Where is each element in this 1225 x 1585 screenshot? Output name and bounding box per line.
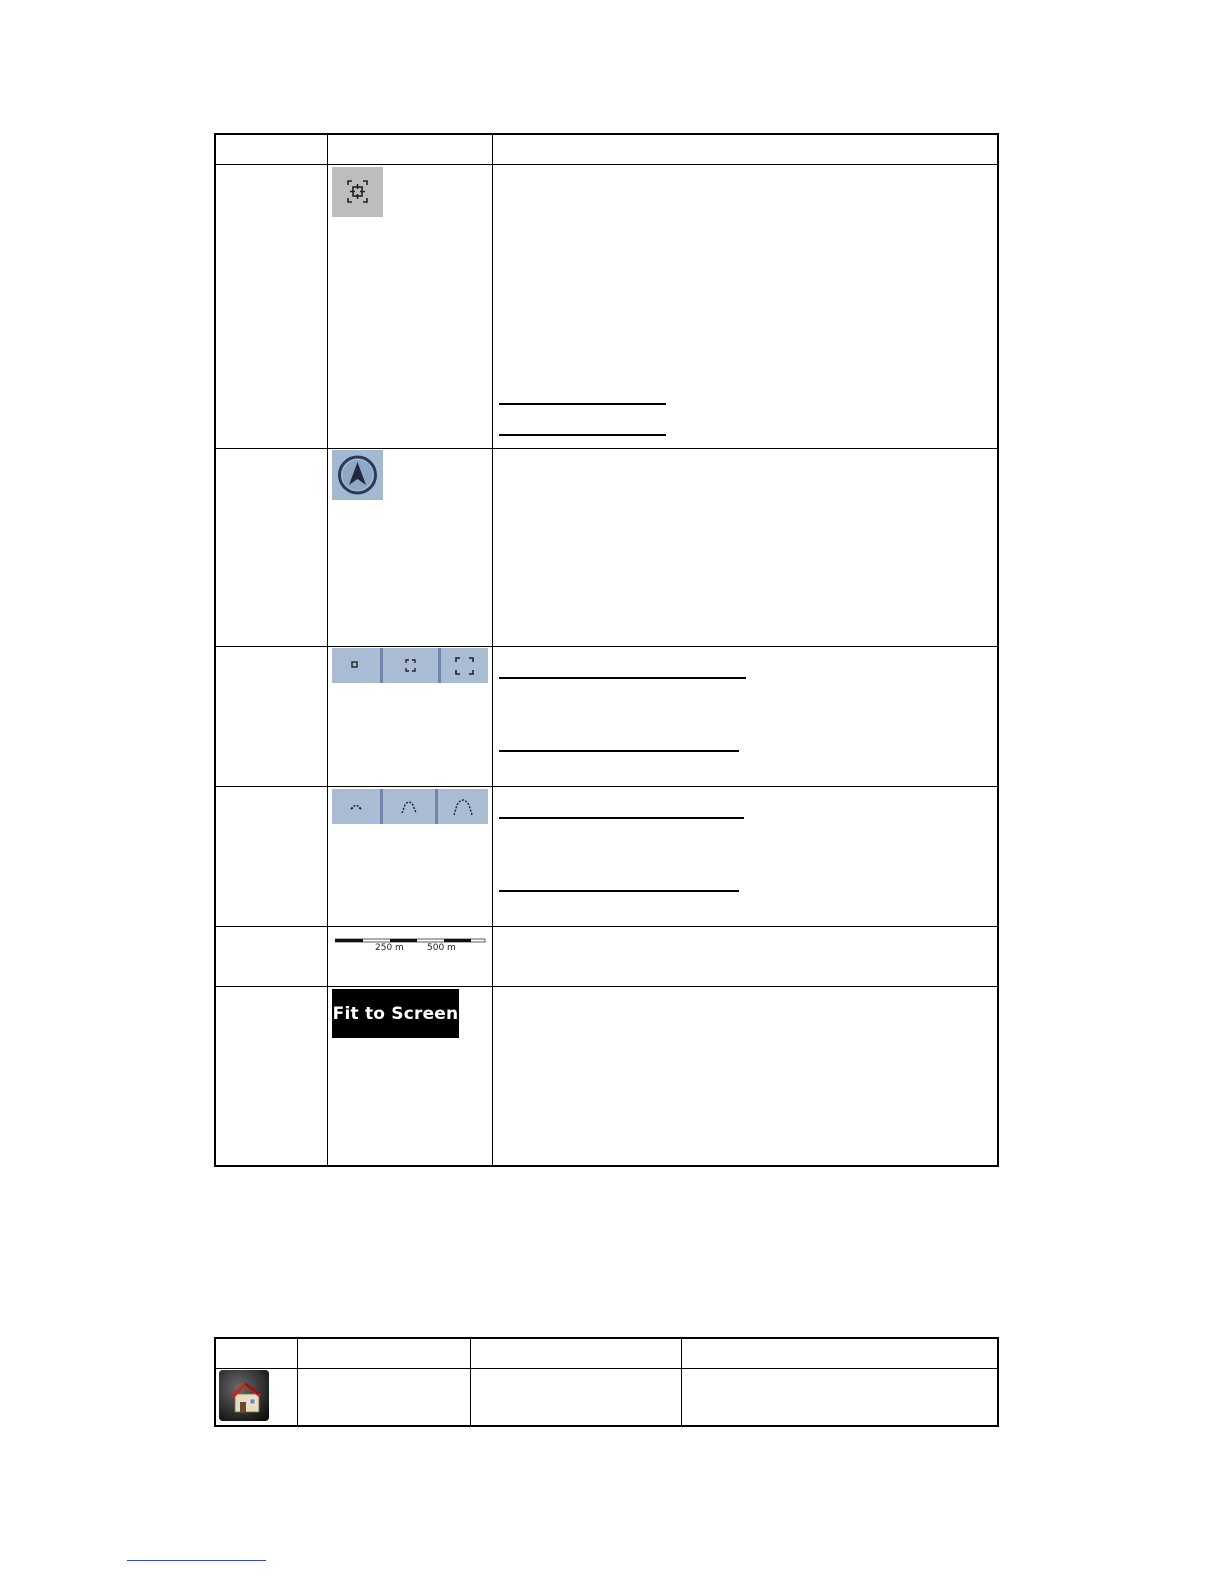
row-divider-5 xyxy=(215,986,998,987)
row-divider-3 xyxy=(215,786,998,787)
zoom-medium-button[interactable] xyxy=(383,648,438,683)
second-col-divider-2 xyxy=(470,1338,471,1426)
link-underline[interactable] xyxy=(499,403,666,405)
center-crosshair-button[interactable] xyxy=(332,167,383,217)
zoom-large-icon xyxy=(441,648,488,683)
scale-label-1: 250 m xyxy=(375,943,404,953)
tilt-low-icon xyxy=(332,789,380,824)
tilt-medium-icon xyxy=(383,789,435,824)
footer-link[interactable] xyxy=(127,1560,266,1561)
fit-to-screen-button[interactable]: Fit to Screen xyxy=(332,989,459,1038)
second-header-divider xyxy=(215,1368,998,1369)
row-divider-4 xyxy=(215,926,998,927)
link-underline[interactable] xyxy=(499,890,739,892)
zoom-medium-icon xyxy=(383,648,438,683)
link-underline[interactable] xyxy=(499,750,739,752)
second-col-divider-3 xyxy=(681,1338,682,1426)
center-crosshair-icon xyxy=(332,167,383,217)
scale-bar xyxy=(335,937,487,955)
navigation-arrow-button[interactable] xyxy=(332,450,383,500)
col-divider-2 xyxy=(492,134,493,1166)
second-table-border xyxy=(214,1337,999,1427)
tilt-high-button[interactable] xyxy=(438,789,488,824)
link-underline[interactable] xyxy=(499,817,744,819)
scale-label-2: 500 m xyxy=(427,943,456,953)
zoom-large-button[interactable] xyxy=(441,648,488,683)
second-col-divider-1 xyxy=(297,1338,298,1426)
row-divider-2 xyxy=(215,646,998,647)
scale-bar-graphic xyxy=(335,937,487,945)
link-underline[interactable] xyxy=(499,677,746,679)
navigation-arrow-icon xyxy=(332,450,383,500)
home-button[interactable] xyxy=(219,1370,269,1421)
tilt-high-icon xyxy=(438,789,488,824)
link-underline[interactable] xyxy=(499,434,666,436)
header-divider xyxy=(215,164,998,165)
zoom-preset-group xyxy=(332,648,488,683)
tilt-medium-button[interactable] xyxy=(383,789,435,824)
zoom-small-button[interactable] xyxy=(332,648,380,683)
tilt-preset-group xyxy=(332,789,488,824)
row-divider-1 xyxy=(215,448,998,449)
col-divider-1 xyxy=(327,134,328,1166)
home-icon xyxy=(219,1370,269,1421)
zoom-small-icon xyxy=(332,648,380,683)
tilt-low-button[interactable] xyxy=(332,789,380,824)
